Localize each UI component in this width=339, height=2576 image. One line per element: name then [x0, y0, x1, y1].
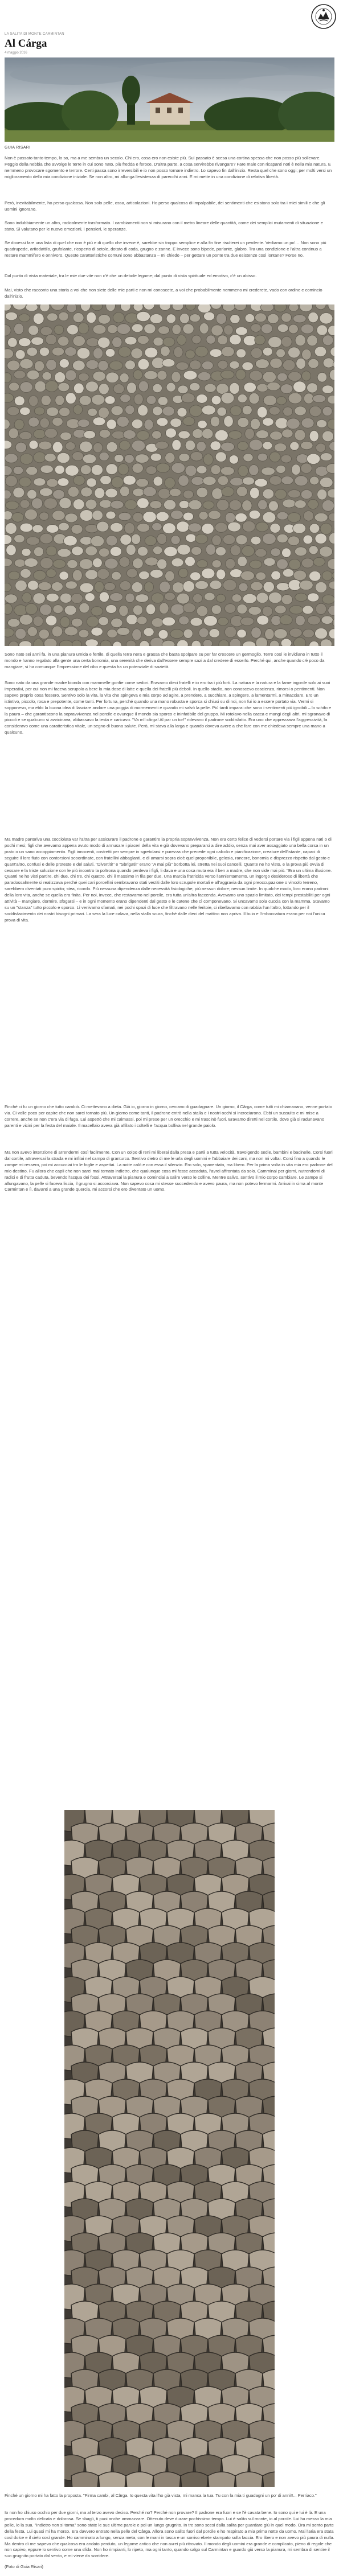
- paragraph: Se dovessi fare una lista di quel che non è più e di quello che invece è, sarebbe sin troppo semplice e alla fin fine risulterei un perdente. Vediamo un po'… Non sono più quadrupede, artiodattilo, grufolante, ricoperto di setole, dotato di coda, grugno e zanne. E invece sono bipede, parlante, glabro. Tra una condizione e l'altra continuo a restare mammifero e onnivoro. Queste caratteristiche comuni sono abbastanza – mi chiedo – per gettare un ponte tra due esistenze così lontane? Forse no.: [5, 240, 326, 258]
- paragraph: Però, inevitabilmente, ho perso qualcosa. Non solo pelle, ossa, articolazioni. Ho perso qualcosa di impalpabile, dei sentimenti che esistono solo tra i miei simili e che gli uomini ignorano.: [5, 200, 325, 212]
- category-label[interactable]: LA SALITA DI MONTE CARMINTAN: [5, 32, 64, 36]
- paragraph: Sono nato da una grande madre bionda con mammelle gonfie come sedori. Eravamo dieci fratelli e io ero tra i più forti. La natura e la natura e la fame ingorde solo ai suoi imperativi, per cui non mi faceva scrupolo a bere la mia dose di latte e quella dei fratelli più deboli. In quello stadio, non conoscevo coscienza, rimorsi o pentimenti. Non sapevo proprio cosa fossero. Sentivo solo la vita, la vita che spingeva e mia corpo ad agire, a prendere, a succhiare, a spingere, a lamentarmi, a minacciare. Ero un istintivo, piccolo, rosa e prepotente, come tanti. Per fortuna, perché quando una mano robusta e sporca si chiusi su di noi, non fui io a essere portato via. Vermi si sopponevo, ma ebbi la buona idea di lasciare andare una poggia di mormementi e quando mi salvò la pelle. Più tardi imparai che sono i sentimenti più ignobili – lo schifo e la paura – che garantiscono la sopravvivenza nel porcile e ovunque il mondo sia sporco e ininfatibile del gruppo. Mi rotolavo nella cacca e mangi degli altri, mi sgranavo di piccoli e se qualcuno si avvicinava, abbassavo la testa e caricavo. "Va m'l cârga! Al par un tor!" ridevano il padrone soddisfatto. Era uno che apprezzava l'aggressività, la consideravo come una caratteristica vitale, un segno di buona salute. Però, mi stava alla larga e quando doveva avere a che fare con me chiedeva sempre una mano a qualcuno.: [5, 680, 332, 735]
- tiles-photo: [64, 1810, 275, 2487]
- paragraph: Sono nato sei anni fa, in una pianura umida e fertile, di quella terra nera e grassa che basta spolpare su per far crescere un germoglio. Terre così le invidiano in tutto il mondo e hanno regalato alla gente una certa bonomia, una serenità che deriva dall'essere sempre sazi a dal credere di esserlo. Perché qui, anche quando c'è poco da mangiare, si ha comunque l'impressione del cibo e questa ha un potenziale di sazietà.: [5, 652, 325, 669]
- page-title: Al Cárga: [5, 38, 47, 50]
- site-logo[interactable]: [311, 3, 337, 30]
- paragraph: Sono indubbiamente un altro, radicalmente trasformato. I cambiamenti non si misurano con il metro lineare delle quantità, come dei semplici mutamenti di situazione e stato. Si valutano per le nuove emozioni, i pensieri, le speranze.: [5, 220, 323, 232]
- paragraph: Mai, visto che racconto una storia a voi che non siete delle mie parti e non mi conoscete, a voi che probabilmente nemmeno mi crederete, vado con ordine e comincio dall'inizio.: [5, 287, 322, 299]
- publish-date: 4 maggio 2016: [5, 51, 27, 55]
- paragraph: Dal punto di vista materiale, tra le mie due vite non c'è che un debole legame; dal punto di vista spirituale ed emotivo, c'è un abisso.: [5, 273, 257, 278]
- paragraph: Finché un giorno mi ha fatto la proposta. "Firma cambi, al Cârga. Io questa vita l'ho già vista, mi manca la tua. Tu con la mia ti guadagni un po' di anni!!... Perriaco.": [5, 2493, 317, 2498]
- photo-caption: (Foto di Guia Risari): [5, 2564, 43, 2569]
- paragraph: Finché ci fu un giorno che tutto cambiò. Ci mettevano a dieta. Già io, giorno in giorno, cercavo di guadagnare. Un giorno, il Cârga, come tutti mi chiamavano, venne portato via. Ci volle poco per capire che non sarei tornato più. Un giorno come tanti, il padrone entrò nella stalla e i nostri occhi si incrociarono. Ebbi un sussulto e mi mise a correre, anche se non c'era via di fuga. Lui aspettò che mi calmassi, poi mi prese per un orecchio e mi trascinò fuori. Eravamo diretti nel cortile, dove già si radunavano parenti e vicini per la festa del maiale. Il macellaio aveva già affilato i coltelli e l'acqua bolliva nel grande paiolo.: [5, 1104, 332, 1128]
- paragraph: Ma madre partoriva una cocciolata var l'altra per assicurare il padrone e garantire la propria sopravvivenza. Non era certo felice di vedersi portare via i figli appena nati o di pochi mesi; figli che avevamo appena avuto modo di annusare i piaceri della vita e già dovevano prepararsi a dire addio, senza mai aver assaggiato una bella corsa in un prato o un sano accoppiamento. Figli innocenti, costretti per sempre in sgretolarsi e purezza che precede ogni calcolo e pianificazione, creature dell'istante, capaci di seguire il loro fiuto con contorsioni scoordinate, con fratellini abbaglanti, e di amarsi sopra cioè quel proponibile, gelosia, rancore, bonomia e disprezzo rispetto dal gesto e quant'altro, confusi e delle proteste e del saluti. "Divertiti!" e "Sbrigati!" erano "A mai più" borbotta lei, stretta nei suoi cancelli. Quante ne ho visto, e la prova più ovvia di cessare e la triste soluzione con le più incontro la poltrona quando perdeva i figli, li dava e una cosa muta era il ben a madre, che non vide mai più. "Era un ultima illusione. Quanti ne ho visti partire, chi due, chi tre, chi quattro, chi il massimo in fila per due. Una marcia fratricida verso l'annientamento, un ingorgo desideroso di libertà che paradossalmente si realizzava perché quei cari porcellini sembravano stati vestiti dalle loro scrupole mortali e all'aggravia da ogni preoccupazione o vincolo terreno, sarebbero diventati puro spirito; stea, ricordo. Più nessuna dipendenza dalle necessità fisiologiche, più nessun dolore; nessun limite. In qualche modo, loro erano padroni della loro vita, anche se quella era finita. Per noi, invece, che restavamo nel porcile, era tutta un'altra faccenda. Avevamo uno spazio limitato, dei tempi prestabiliti per ogni attività – mangiare, dormire, sfogarsi – e in ogni momento erano dipendenti dal gesto e le catene che cì componevano. Si uncavamo sola cuccia con la mamma. Stavamo su un "stanza" tutto piccolo e sporco. Lì venivamo sfamati, nei pochi spazi di luce che filtravano nelle feritoie, ci ribellavamo con rabbia l'un l'altro, lottando per il soddisfacimento dei nostri bisogni primari. La sera la luce calava, nella stalla scura, finché dalle dieci del mattino non apriva. Il buio e l'imboccatura erano per noi l'unica prova di vita.: [5, 837, 332, 923]
- paragraph: Ma non avevo intenzione di arrendermi così facilmente. Con un colpo di reni mi liberai dalla presa e partii a tutta velocità, travolgendo sedie, bambini e bacinelle. Corsi fuori dal cortile, attraversai la strada e mi infilai nel campo di granturco. Sentivo dietro di me le urla degli uomini e l'abbaiare dei cani, ma non mi voltai. Corsi fino a quando le zampe mi ressero, poi mi accucciai tra le foglie e aspettai. La notte calò e con essa il silenzio. Ero solo, spaventato, ma libero. Per la prima volta in vita mia ero padrone del mio destino. Fu allora che capii che non sarei mai tornato indietro, che qualunque cosa mi fosse accaduta, l'avrei affrontata da solo. Camminai per giorni, nutrendomi di radici e di frutta caduta, bevendo l'acqua dei fossi. Attraversai la pianura e cominciai a salire verso le colline. Mentre salivo, sentivo il mio corpo cambiare. Le zampe si allungavano, la pelle si faceva liscia, il grugno si accorciava. Non sapevo cosa mi stesse succedendo e avevo paura, ma non potevo fermarmi. Arrivai in cima al monte Carmintan e lì, davanti a una grande quercia, mi accorsi che ero diventato un uomo.: [5, 1150, 333, 1192]
- paragraph: Io non ho chiuso occhio per due giorni, ma al terzo avevo deciso. Perché no? Perché non provare? Il padrone era fuori e se l'è cavata bene. Io sono qui e lui è là. E una procedura molto delicata e dolorosa. Se sbagli, ti puoi anche ammazzare. Ottenuto deve durare pochissimo tempo. Lui è salito sul monte, io al porcile. Lui ha messo la mia pelle, io la sua. "Indietro non si torna" sono state le sue ultime parole e poi un lungo grugnito. In tre sono scesi dalla salita per guardare giù in quel modo. Ora mi sento parte della festa. Lui quasi mi ha morso. Era davvero entrato nella pelle del Cârga. Allora sono salito fuori dal porcile e ho respirato a mia prima notte da uomo. Mai l'aria era stata così dolce e il cielo così grande. Ho camminato a lungo, senza meta, con le mani in tasca e un sorriso ebete stampato sulla faccia. Ero libero e non avevo più paura di nulla. Ma dentro di me sapevo che qualcosa era andato perduto, un legame antico che non avrei più ritrovato. Il mondo degli uomini era grande e complicato, pieno di regole che non capivo, eppure lo sentivo come una sfida. Non ho rimpianti, lo ripeto, ma ogni tanto, quando salgo sul Carmintan e guardo giù verso la pianura, mi sembra di sentire il suo grugnito portato dal vento, e mi viene da sorridere.: [5, 2510, 334, 2559]
- pebbles-photo: [5, 304, 334, 646]
- logo-emblem-icon: [311, 3, 337, 30]
- author-name: GUIA RISARI: [5, 146, 31, 150]
- landscape-photo: [5, 57, 334, 142]
- paragraph: Non è passato tanto tempo, lo so, ma a me sembra un secolo. Chi ero, cosa ero non esiste più. Sul passato è scesa una cortina spessa che non posso più sollevare. Peggio della nebbia che avvolge le terre in cui sono nato, più fredda e feroce. D'altra parte, a cosa servirebbe rivangare? Fare male con ricapanti noti è nella mia natura. E nemmeno provocare sgomento e terrore. Certi passa sono irreversibili e io non posso tornare indietro. Lo sapevo fin dall'inizio. Resta quel che sono oggi; per molti versi un miglioramento della mia condizione iniziale. Se non altro, mi allunga l'esistenza di parecchi anni. E mi mette in una condizione di relativa libertà.: [5, 155, 332, 179]
